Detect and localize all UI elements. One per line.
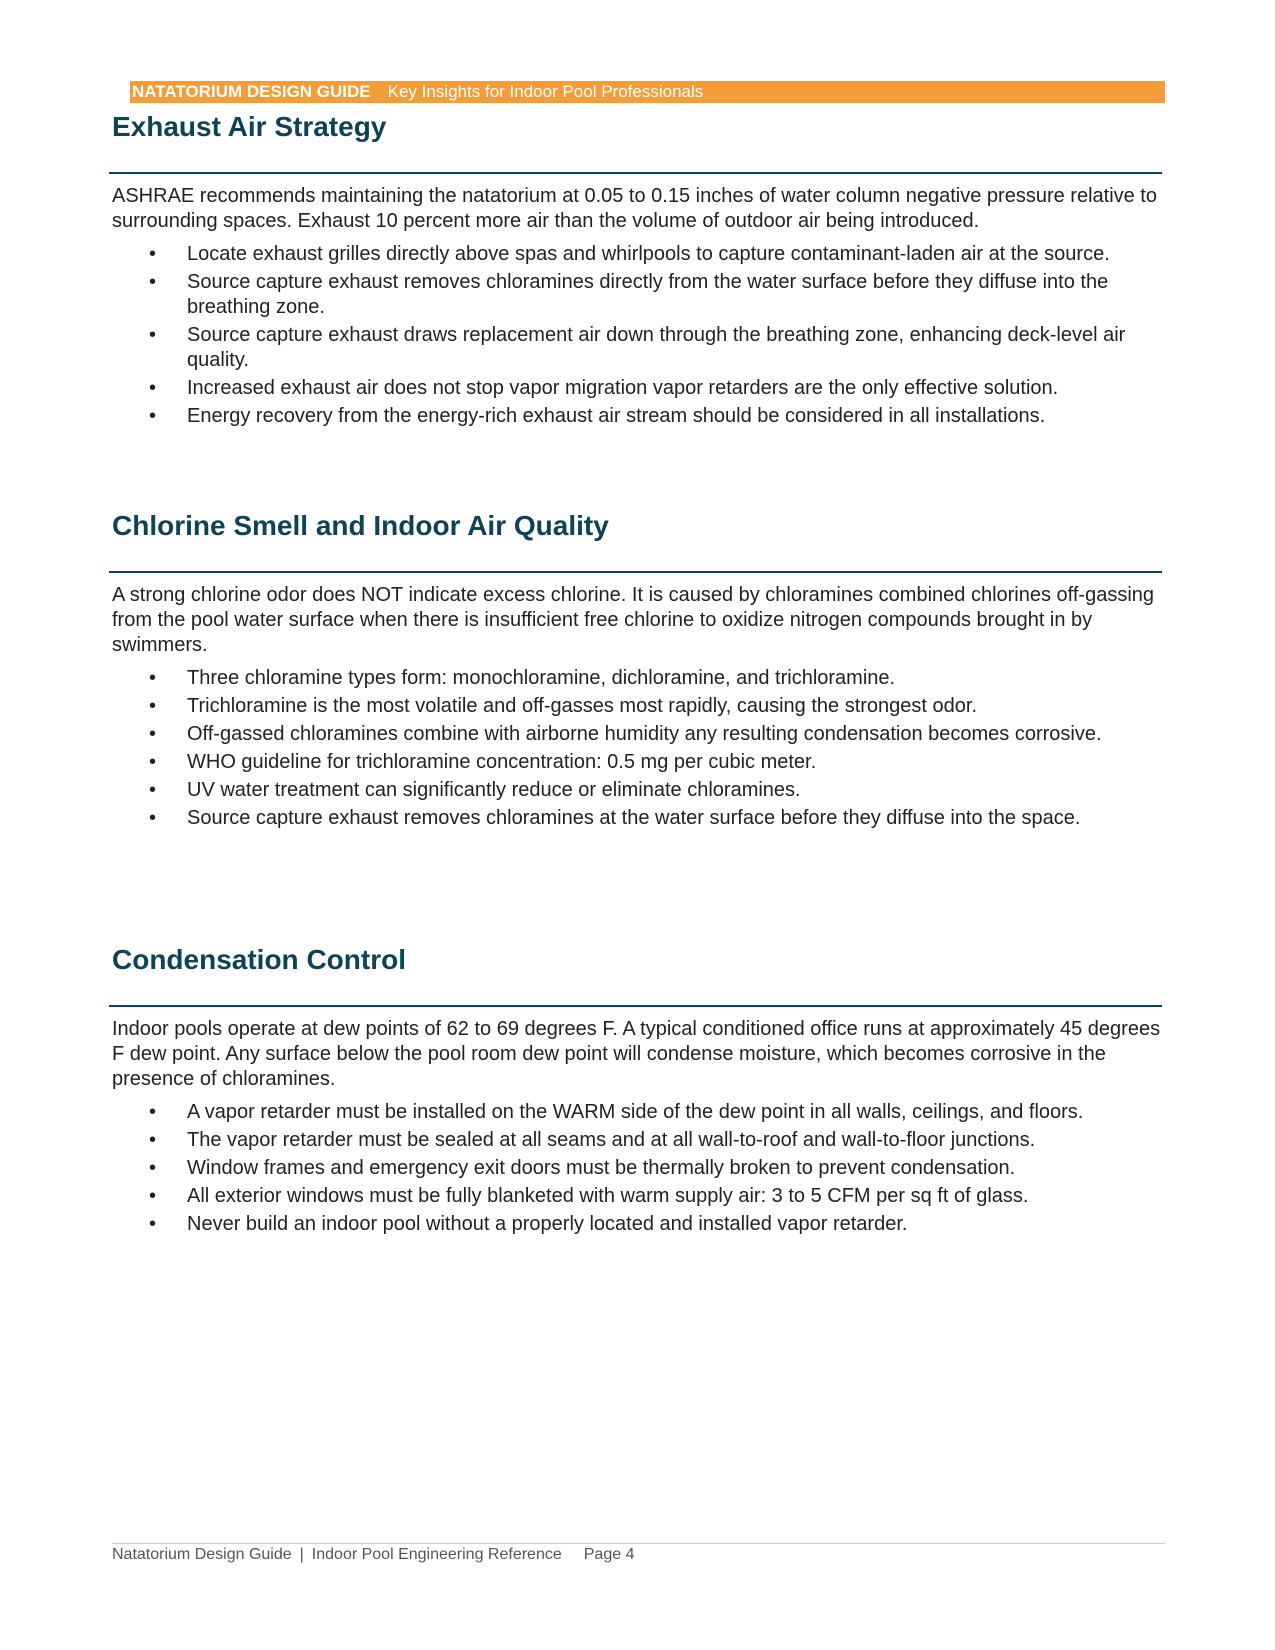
list-item-text: Window frames and emergency exit doors must be thermally broken to prevent condensation. [187, 1157, 1016, 1179]
list-item-text: Never build an indoor pool without a properly located and installed vapor retarder. [187, 1213, 908, 1235]
list-item-text: Source capture exhaust removes chloramines directly from the water surface before they diffuse into the breathing zone. [187, 271, 1109, 318]
list-item [112, 323, 1165, 373]
section-heading: Chlorine Smell and Indoor Air Quality [112, 510, 609, 541]
list-item-text: A vapor retarder must be installed on the WARM side of the dew point in all walls, ceilings, and floors. [187, 1101, 1084, 1123]
list-item [112, 1184, 1165, 1209]
list-item [112, 1128, 1165, 1153]
section-intro: A strong chlorine odor does NOT indicate excess chlorine. It is caused by chloramines combined chlorines off-gassing from the pool water surface when there is insufficient free chlorine to oxidize nitrogen compounds brought in by swimmers. [112, 584, 1155, 656]
bullet-list [112, 1100, 1165, 1237]
bullet-icon: • [149, 807, 157, 829]
list-item [112, 1100, 1165, 1125]
list-item-text: The vapor retarder must be sealed at all seams and at all wall-to-roof and wall-to-floor junctions. [187, 1129, 1036, 1151]
footer-doc-name: Natatorium Design Guide [112, 1546, 292, 1563]
footer-separator: | [299, 1546, 304, 1563]
list-item [112, 694, 1165, 719]
guide-subtitle: Key Insights for Indoor Pool Professionals [387, 82, 704, 101]
section-divider [109, 172, 1162, 174]
list-item-text: Trichloramine is the most volatile and off-gasses most rapidly, causing the strongest odor. [187, 695, 978, 717]
bullet-icon: • [149, 243, 157, 265]
bullet-icon: • [149, 271, 157, 293]
list-item [112, 666, 1165, 691]
list-item [112, 778, 1165, 803]
bullet-icon: • [149, 751, 157, 773]
list-item-text: Energy recovery from the energy-rich exhaust air stream should be considered in all installations. [187, 405, 1046, 427]
list-item-text: All exterior windows must be fully blanketed with warm supply air: 3 to 5 CFM per sq ft of glass. [187, 1185, 1029, 1207]
bullet-icon: • [149, 779, 157, 801]
list-item [112, 242, 1165, 267]
list-item-text: UV water treatment can significantly reduce or eliminate chloramines. [187, 779, 801, 801]
bullet-icon: • [149, 1213, 157, 1235]
bullet-icon: • [149, 1101, 157, 1123]
bullet-icon: • [149, 324, 157, 346]
footer-divider [112, 1543, 1165, 1544]
list-item-text: Locate exhaust grilles directly above spas and whirlpools to capture contaminant-laden air at the source. [187, 243, 1110, 265]
bullet-icon: • [149, 723, 157, 745]
list-item-text: Off-gassed chloramines combine with airborne humidity any resulting condensation becomes corrosive. [187, 723, 1102, 745]
section-chlorine-smell [112, 509, 1165, 834]
bullet-icon: • [149, 405, 157, 427]
list-item [112, 1156, 1165, 1181]
section-divider [109, 571, 1162, 573]
list-item [112, 750, 1165, 775]
page-number: Page 4 [583, 1546, 635, 1563]
bullet-icon: • [149, 667, 157, 689]
section-condensation-control [112, 943, 1165, 1240]
section-intro: Indoor pools operate at dew points of 62 to 69 degrees F. A typical conditioned office runs at approximately 45 degrees F dew point. Any surface below the pool room dew point will condense moisture, which becomes corrosive in the presence of chloramines. [112, 1018, 1161, 1090]
list-item [112, 270, 1165, 320]
list-item [112, 1212, 1165, 1237]
list-item-text: Increased exhaust air does not stop vapor migration vapor retarders are the only effective solution. [187, 377, 1059, 399]
bullet-icon: • [149, 1129, 157, 1151]
guide-title: NATATORIUM DESIGN GUIDE [132, 82, 371, 101]
footer-reference: Indoor Pool Engineering Reference [311, 1546, 562, 1563]
list-item [112, 376, 1165, 401]
bullet-list [112, 242, 1165, 429]
list-item-text: Source capture exhaust draws replacement air down through the breathing zone, enhancing deck-level air quality. [187, 324, 1126, 371]
list-item [112, 722, 1165, 747]
section-exhaust-air-strategy [112, 110, 1165, 432]
bullet-icon: • [149, 377, 157, 399]
list-item [112, 404, 1165, 429]
section-divider [109, 1005, 1162, 1007]
bullet-list [112, 666, 1165, 831]
list-item-text: Three chloramine types form: monochloramine, dichloramine, and trichloramine. [187, 667, 896, 689]
bullet-icon: • [149, 1157, 157, 1179]
page-footer [112, 1545, 634, 1565]
bullet-icon: • [149, 695, 157, 717]
list-item-text: Source capture exhaust removes chloramines at the water surface before they diffuse into the space. [187, 807, 1081, 829]
list-item-text: WHO guideline for trichloramine concentration: 0.5 mg per cubic meter. [187, 751, 817, 773]
list-item [112, 806, 1165, 831]
section-heading: Exhaust Air Strategy [112, 111, 387, 142]
bullet-icon: • [149, 1185, 157, 1207]
header-bar [130, 81, 1165, 103]
section-heading: Condensation Control [112, 944, 406, 975]
section-intro: ASHRAE recommends maintaining the natatorium at 0.05 to 0.15 inches of water column negative pressure relative to surrounding spaces. Exhaust 10 percent more air than the volume of outdoor air being introduced. [112, 185, 1157, 232]
